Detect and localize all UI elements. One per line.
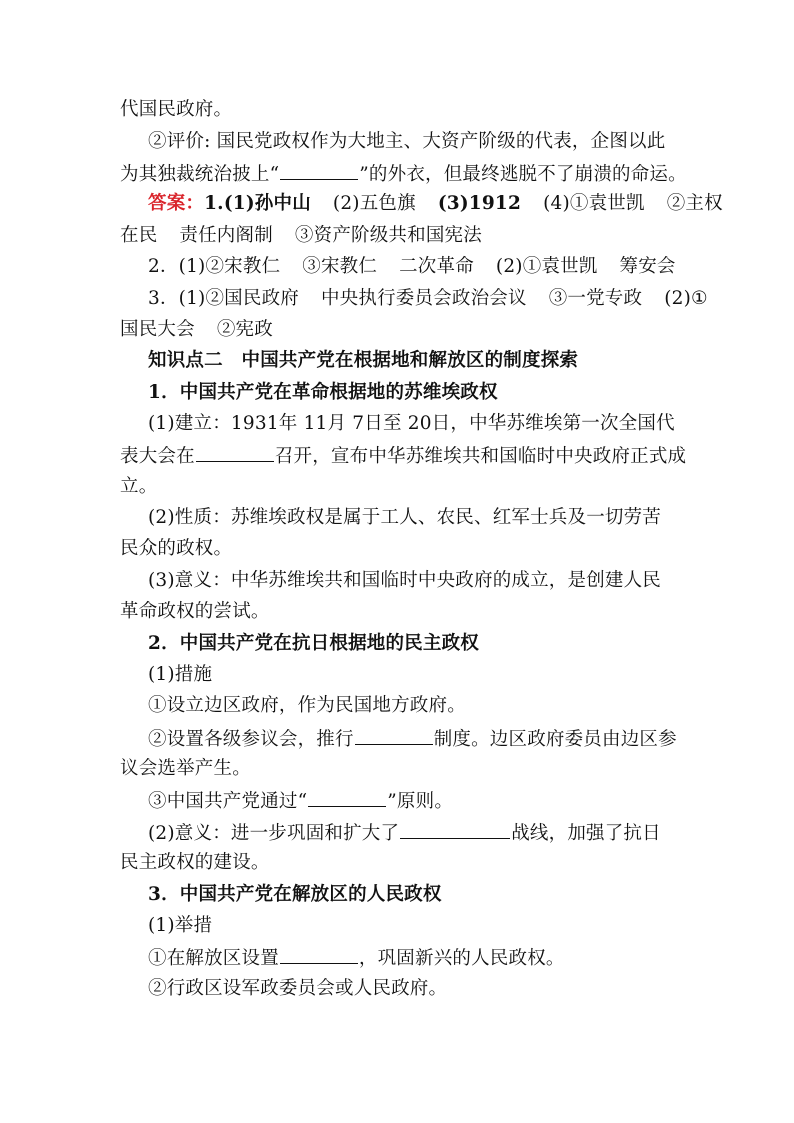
fill-blank[interactable] <box>280 161 358 180</box>
text-span: ”原则。 <box>387 791 454 812</box>
text-span: ②主权 <box>666 193 723 214</box>
text-span: ②宪政 <box>216 319 273 340</box>
text-span: 制度。边区政府委员由边区参 <box>433 729 677 750</box>
answer-line <box>0 287 794 311</box>
text-span: ③宋教仁 <box>302 256 378 277</box>
text-line <box>0 98 794 122</box>
text-span: 1.(1)孙中山 <box>204 193 311 214</box>
text-span: ②行政区设军政委员会或人民政府。 <box>148 978 448 999</box>
fill-blank[interactable] <box>400 820 510 839</box>
text-span: 筹安会 <box>619 256 676 277</box>
heading-text: 1．中国共产党在革命根据地的苏维埃政权 <box>148 382 498 403</box>
text-span: 民主政权的建设。 <box>120 852 270 873</box>
text-span: (3)意义：中华苏维埃共和国临时中央政府的成立，是创建人民 <box>148 570 662 591</box>
text-line <box>0 945 794 971</box>
answer-line <box>0 318 794 342</box>
subsection-heading <box>0 632 794 656</box>
text-line <box>0 977 794 1001</box>
text-span: (1)措施 <box>148 664 213 685</box>
text-line <box>0 694 794 718</box>
text-span: 立。 <box>120 476 158 497</box>
text-span: (2)①袁世凯 <box>495 256 598 277</box>
answer-label: 答案： <box>148 193 205 214</box>
text-span: (1)举措 <box>148 915 213 936</box>
text-span: 战线，加强了抗日 <box>511 823 661 844</box>
text-line <box>0 130 794 154</box>
text-span: 召开，宣布中华苏维埃共和国临时中央政府正式成 <box>274 446 687 467</box>
text-span: 民众的政权。 <box>120 538 233 559</box>
text-line <box>0 161 794 187</box>
heading-text: 3．中国共产党在解放区的人民政权 <box>148 884 442 905</box>
text-line <box>0 475 794 499</box>
text-line <box>0 663 794 687</box>
text-line <box>0 569 794 593</box>
text-span: ①在解放区设置 <box>148 948 279 969</box>
text-line <box>0 757 794 781</box>
text-span: ②设置各级参议会，推行 <box>148 729 354 750</box>
answer-line <box>0 224 794 248</box>
text-line <box>0 506 794 530</box>
text-span: (2)性质：苏维埃政权是属于工人、农民、红军士兵及一切劳苦 <box>148 507 662 528</box>
fill-blank[interactable] <box>308 788 386 807</box>
text-line <box>0 851 794 875</box>
text-span: (4)①袁世凯 <box>543 193 645 214</box>
text-span: (2)① <box>664 288 708 309</box>
text-span: ③中国共产党通过“ <box>148 791 308 812</box>
text-line <box>0 788 794 814</box>
text-span: 议会选举产生。 <box>120 758 251 779</box>
heading-text: 知识点二 中国共产党在根据地和解放区的制度探索 <box>148 350 579 371</box>
text-line <box>0 600 794 624</box>
text-line <box>0 820 794 846</box>
text-span: (3)1912 <box>437 193 522 214</box>
text-span: ①设立边区政府，作为民国地方政府。 <box>148 695 466 716</box>
text-span: 在民 <box>120 225 158 246</box>
text-line <box>0 537 794 561</box>
answer-line <box>0 192 794 216</box>
text-line <box>0 443 794 469</box>
text-span: 2．(1)②宋教仁 <box>148 256 281 277</box>
heading-text: 2．中国共产党在抗日根据地的民主政权 <box>148 633 479 654</box>
answer-line <box>0 255 794 279</box>
text-span: ，巩固新兴的人民政权。 <box>358 948 565 969</box>
text-span: 中央执行委员会政治会议 <box>320 288 527 309</box>
fill-blank[interactable] <box>196 443 274 462</box>
section-heading <box>0 349 794 373</box>
text-span: 代国民政府。 <box>120 99 233 120</box>
text-span: 国民大会 <box>120 319 195 340</box>
text-span: 责任内阁制 <box>179 225 273 246</box>
fill-blank[interactable] <box>280 945 358 964</box>
text-line <box>0 726 794 752</box>
text-span: (2)意义：进一步巩固和扩大了 <box>148 823 400 844</box>
text-line <box>0 914 794 938</box>
text-span: 革命政权的尝试。 <box>120 601 270 622</box>
text-span: (1)建立：1931年 11月 7日至 20日，中华苏维埃第一次全国代 <box>148 413 675 434</box>
text-span: ③资产阶级共和国宪法 <box>294 225 482 246</box>
text-span: 表大会在 <box>120 446 195 467</box>
text-span: 3．(1)②国民政府 <box>148 288 299 309</box>
text-span: 为其独裁统治披上“ <box>120 164 280 185</box>
text-span: ③一党专政 <box>548 288 643 309</box>
text-line <box>0 412 794 436</box>
subsection-heading <box>0 381 794 405</box>
text-span: 二次革命 <box>399 256 474 277</box>
text-span: ”的外衣，但最终逃脱不了崩溃的命运。 <box>359 164 687 185</box>
text-span: (2)五色旗 <box>332 193 416 214</box>
fill-blank[interactable] <box>355 726 433 745</box>
text-span: ②评价: 国民党政权作为大地主、大资产阶级的代表，企图以此 <box>148 131 666 152</box>
subsection-heading <box>0 883 794 907</box>
